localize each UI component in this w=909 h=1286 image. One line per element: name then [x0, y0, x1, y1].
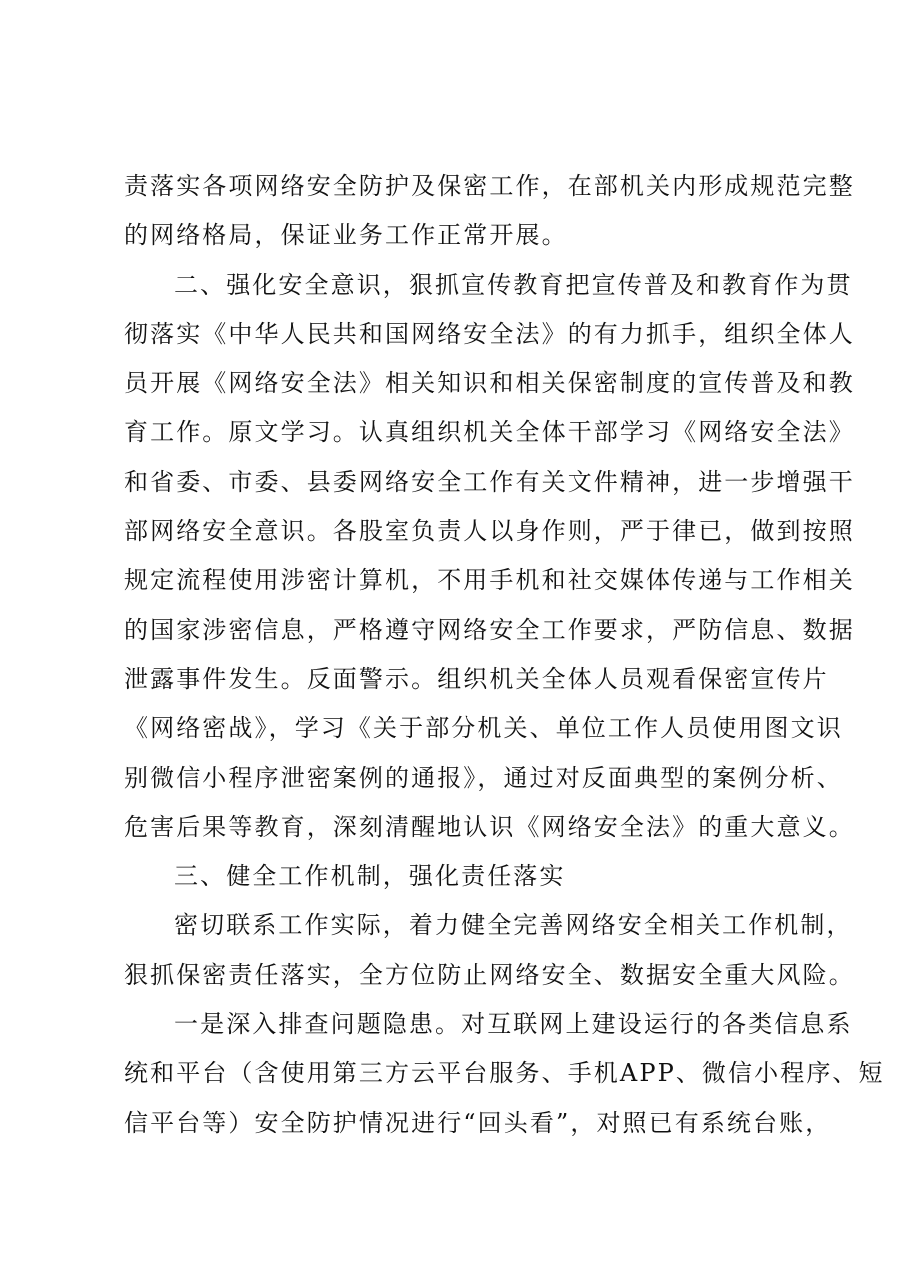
text-line: 的网络格局，保证业务工作正常开展。 — [124, 221, 568, 250]
text-line: 二、强化安全意识，狠抓宣传教育把宣传普及和教育作为贯 — [174, 270, 853, 299]
text-line: 统和平台（含使用第三方云平台服务、手机APP、微信小程序、短 — [124, 1059, 885, 1088]
text-line: 责落实各项网络安全防护及保密工作，在部机关内形成规范完整 — [124, 172, 855, 200]
text-line: 一是深入排查问题隐患。对互联网上建设运行的各类信息系 — [174, 1010, 853, 1039]
text-line: 的国家涉密信息，严格遵守网络安全工作要求，严防信息、数据 — [124, 615, 855, 644]
text-line: 《网络密战》，学习《关于部分机关、单位工作人员使用图文识 — [124, 714, 843, 743]
text-line: 信平台等）安全防护情况进行“回头看”，对照已有系统台账， — [124, 1108, 832, 1137]
section-heading: 三、健全工作机制，强化责任落实 — [174, 862, 566, 891]
text-line: 彻落实《中华人民共和国网络安全法》的有力抓手，组织全体人 — [124, 319, 855, 348]
text-line: 育工作。原文学习。认真组织机关全体干部学习《网络安全法》 — [124, 418, 855, 447]
document-body — [124, 162, 885, 1148]
text-line: 狠抓保密责任落实，全方位防止网络安全、数据安全重大风险。 — [124, 960, 855, 989]
text-line: 和省委、市委、县委网络安全工作有关文件精神，进一步增强干 — [124, 467, 855, 496]
text-line: 规定流程使用涉密计算机，不用手机和社交媒体传递与工作相关 — [124, 566, 855, 595]
text-line: 危害后果等教育，深刻清醒地认识《网络安全法》的重大意义。 — [124, 812, 855, 841]
text-line: 别微信小程序泄密案例的通报》，通过对反面典型的案例分析、 — [124, 763, 843, 792]
text-line: 密切联系工作实际，着力健全完善网络安全相关工作机制， — [174, 911, 853, 940]
text-line: 员开展《网络安全法》相关知识和相关保密制度的宣传普及和教 — [124, 369, 855, 398]
text-line: 泄露事件发生。反面警示。组织机关全体人员观看保密宣传片 — [124, 664, 829, 693]
text-line: 部网络安全意识。各股室负责人以身作则，严于律已，做到按照 — [124, 517, 855, 546]
